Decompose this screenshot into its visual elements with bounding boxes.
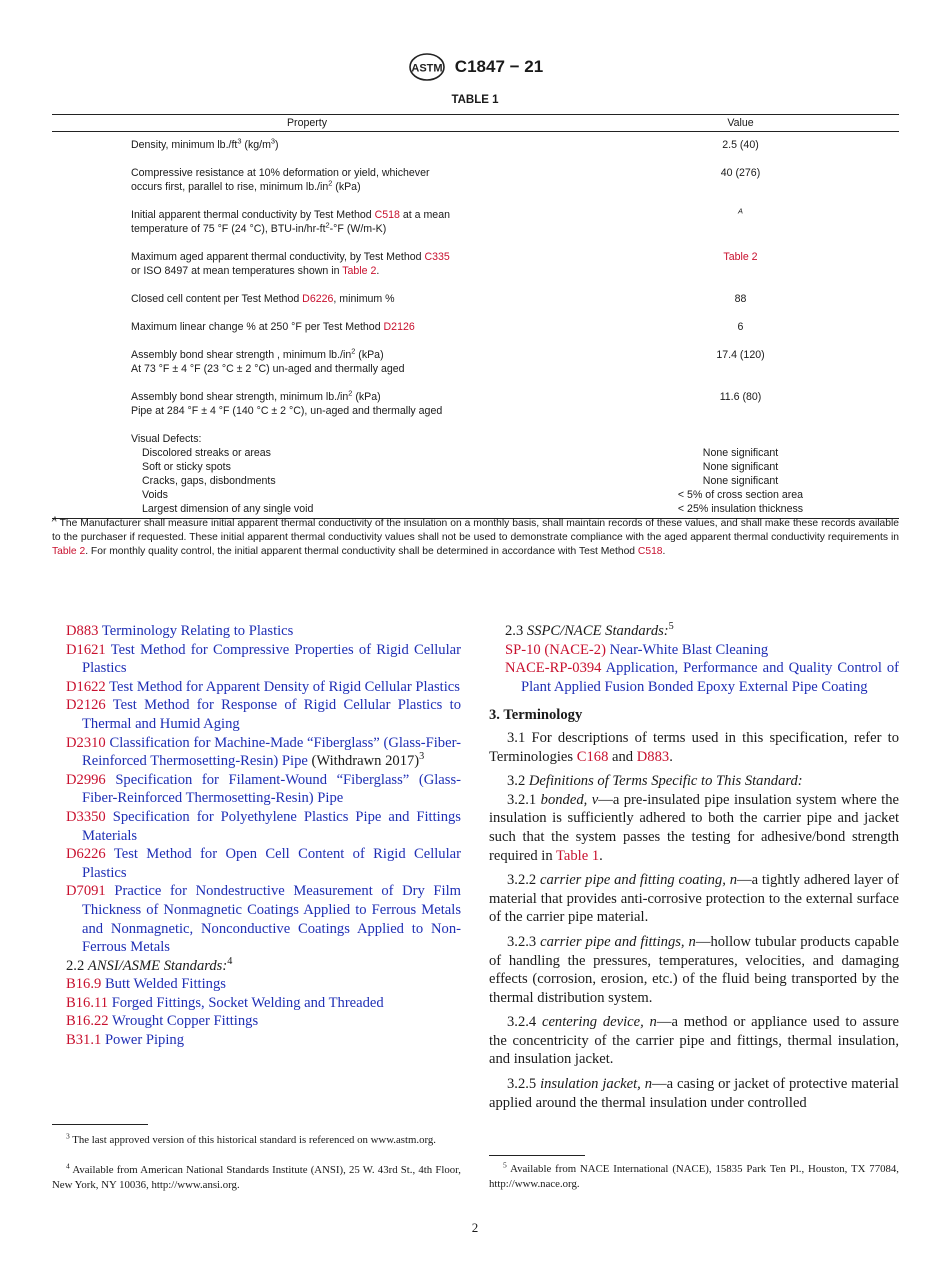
link-table-2[interactable]: Table 2 <box>342 265 377 277</box>
cell-value: 2.5 (40) <box>722 139 759 151</box>
reference-item: D2310 Classification for Machine-Made “Fiberglass” (Glass-Fiber-Reinforced Thermosetting-Resin) Pipe (Withdrawn 2017)$^3$ <box>66 734 461 770</box>
cell-value: 17.4 (120) <box>716 349 765 361</box>
link-table-2[interactable]: Table 2 <box>52 546 86 557</box>
ref-code-link[interactable]: B16.11 <box>66 994 109 1011</box>
ref-title-link[interactable]: Test Method for Apparent Density of Rigid Cellular Plastics <box>109 678 460 695</box>
table-row: Assembly bond shear strength, minimum $lb./in^2$ (kPa) Pipe at 284 °F ± 4 °F (140 °C ± 2 °C), un-aged and thermally aged 11.6 (80) <box>52 390 899 418</box>
ref-title-link[interactable]: Near-White Blast Cleaning <box>609 641 769 658</box>
ref-code-link[interactable]: D1621 <box>66 641 106 658</box>
ref-code-link[interactable]: D2996 <box>66 771 106 788</box>
table-row: Initial apparent thermal conductivity by Test Method C518 at a mean temperature of 75 °F (24 °C), BTU-$in/hr-ft^2-^\circ F$ (W/m-K) $^A$ <box>131 206 743 235</box>
reference-item <box>66 771 461 808</box>
table-row: Compressive resistance at 10% deformation or yield, whichever occurs first, parallel to rise, minimum $lb./in^2$ (kPa) 40 (276) <box>52 166 899 194</box>
standard-designation: C1847 − 21 <box>454 57 544 76</box>
column-header-value: Value <box>727 117 754 129</box>
link-c335[interactable]: C335 <box>424 251 450 263</box>
reference-item <box>66 882 461 956</box>
cell-value: 6 <box>737 321 744 333</box>
table-footnote: $^A$ The Manufacturer shall measure initial apparent thermal conductivity of the insulation on a monthly basis, shall maintain records of these values, and shall make these records available to the purchaser if requested. These initial apparent thermal conductivity values shall not be used to demonstrate compliance with the aged apparent thermal conductivity requirements in Table 2. For monthly quality control, the initial apparent thermal conductivity shall be determined in accordance with Test Method C518. <box>52 514 899 557</box>
cell-value: 11.6 (80) <box>719 391 762 403</box>
ref-title-link[interactable]: Butt Welded Fittings <box>104 976 226 993</box>
reference-item <box>66 1012 461 1031</box>
definition-3-2-1: 3.2.1 bonded, v—a pre-insulated pipe insulation system where the insulation is sufficiently adhered to both the carrier pipe and jacket such that the system passes the testing for adhesive/bond strength required in Table 1. <box>489 791 899 864</box>
ref-code-link[interactable]: NACE-RP-0394 <box>505 660 602 677</box>
ref-code-link[interactable]: D7091 <box>66 883 106 900</box>
paragraph-3-1: 3.1 For descriptions of terms used in this specification, refer to Terminologies C168 and D883. <box>489 729 899 765</box>
reference-item <box>66 1031 461 1050</box>
table-row: Density, minimum $lb./ft^3$ $(kg/m^3)$ 2.5 (40) <box>52 138 899 152</box>
ref-code-link[interactable]: D3350 <box>66 808 106 825</box>
link-d883[interactable]: D883 <box>636 748 670 765</box>
logo-text: ASTM <box>411 62 443 75</box>
property-table <box>52 114 899 519</box>
table-row: Closed cell content per Test Method D6226, minimum % 88 <box>52 292 899 306</box>
right-column <box>489 622 899 1118</box>
reference-item <box>66 975 461 994</box>
table-row: Maximum aged apparent thermal conductivity, by Test Method C335 or ISO 8497 at mean temperatures shown in Table 2. Table 2 <box>52 250 899 278</box>
definition-3-2-5: 3.2.5 insulation jacket, n—a casing or jacket of protective material applied around the thermal insulation under controlled <box>489 1076 899 1111</box>
ref-code-link[interactable]: D2310 <box>66 734 106 751</box>
ref-title-link[interactable]: Wrought Copper Fittings <box>111 1013 259 1030</box>
footnote-rule <box>52 1124 148 1125</box>
ref-title-link[interactable]: Specification for Polyethylene Plastics Pipe and Fittings Materials <box>82 808 461 844</box>
ref-code-link[interactable]: B16.22 <box>66 1013 109 1030</box>
table-header-row <box>52 115 899 132</box>
cell-value: 40 (276) <box>720 167 761 179</box>
astm-logo-icon <box>407 52 447 82</box>
ref-code-link[interactable]: D6226 <box>66 846 106 863</box>
column-header-property: Property <box>286 117 328 129</box>
link-c518[interactable]: C518 <box>637 546 663 557</box>
visual-defects-heading: Visual Defects: <box>131 433 202 445</box>
ref-title-link[interactable]: Test Method for Open Cell Content of Rigid Cellular Plastics <box>82 846 461 881</box>
definition-3-2-2: 3.2.2 carrier pipe and fitting coating, n—a tightly adhered layer of material that provides anti-corrosive protection to the external surface of the carrier pipe material. <box>489 872 899 926</box>
reference-item <box>66 622 461 641</box>
reference-item <box>66 845 461 882</box>
section-2-3-heading: 2.3 SSPC/NACE Standards:$^5$ <box>505 621 674 639</box>
ref-title-link[interactable]: Application, Performance and Quality Control of Plant Applied Fusion Bonded Epoxy External Pipe Coating <box>521 660 900 695</box>
ref-code-link[interactable]: D2126 <box>66 697 106 714</box>
ref-title-link[interactable]: Practice for Nondestructive Measurement of Dry Film Thickness of Nonmagnetic Coatings Applied to Ferrous Metals and Nonmagnetic, Nonconductive Coatings Applied to Non-Ferrous Metals <box>82 883 461 956</box>
left-column <box>66 622 461 1050</box>
definition-3-2-4: 3.2.4 centering device, n—a method or appliance used to assure the concentricity of the carrier pipe and fittings, thermal insulation, and insulation jacket. <box>489 1014 899 1068</box>
footnote-ref-a[interactable]: A <box>738 206 743 216</box>
reference-item <box>489 641 899 660</box>
ref-code-link[interactable]: D1622 <box>66 678 106 695</box>
ref-title-link[interactable]: Terminology Relating to Plastics <box>101 623 294 639</box>
link-d2126[interactable]: D2126 <box>383 321 415 333</box>
link-c168[interactable]: C168 <box>576 748 609 765</box>
reference-item <box>66 696 461 733</box>
reference-item <box>66 678 461 697</box>
paragraph-3-2: 3.2 Definitions of Terms Specific to This Standard: <box>507 773 803 790</box>
section-2-2-heading: 2.2 ANSI/ASME Standards:$^4$ <box>66 955 233 974</box>
ref-title-link[interactable]: Power Piping <box>104 1032 184 1049</box>
ref-code-link[interactable]: D883 <box>66 623 99 639</box>
ref-title-link[interactable]: Forged Fittings, Socket Welding and Threaded <box>111 994 384 1011</box>
ref-title-link[interactable]: Specification for Filament-Wound “Fiberglass” (Glass-Fiber-Reinforced Thermosetting-Resin) Pipe <box>82 771 461 807</box>
ref-title-link[interactable]: Classification for Machine-Made “Fiberglass” (Glass-Fiber-Reinforced Thermosetting-Resin) Pipe <box>82 734 461 770</box>
ref-code-link[interactable]: B16.9 <box>66 976 102 993</box>
footnote-5: $^5$ Available from NACE International (NACE), 15835 Park Ten Pl., Houston, TX 77084, http://www.nace.org. <box>489 1160 899 1190</box>
link-table-1[interactable]: Table 1 <box>556 847 600 864</box>
reference-item <box>66 994 461 1013</box>
table-title: TABLE 1 <box>451 94 499 106</box>
footnote-rule <box>489 1155 585 1156</box>
link-d6226[interactable]: D6226 <box>302 293 334 305</box>
table-row: Maximum linear change % at 250 °F per Test Method D2126 6 <box>52 320 899 334</box>
ref-title-link[interactable]: Test Method for Response of Rigid Cellular Plastics to Thermal and Humid Aging <box>82 697 461 732</box>
page-header <box>0 52 950 82</box>
ref-code-link[interactable]: B31.1 <box>66 1032 102 1049</box>
table-row-visual-defects: Visual Defects: Discolored streaks or areas Soft or sticky spots Cracks, gaps, disbondments Voids Largest dimension of any single void None significant None significant None significant < 5% of cross section area < 25% insulation thickness <box>131 433 804 515</box>
page-number: 2 <box>471 1220 479 1235</box>
reference-item <box>66 641 461 678</box>
footnote-3: $^3$ The last approved version of this historical standard is referenced on www.astm.org. <box>66 1131 436 1146</box>
link-table-2[interactable]: Table 2 <box>723 251 758 263</box>
definition-3-2-3: 3.2.3 carrier pipe and fittings, n—hollow tubular products capable of handling the pressures, temperatures, velocities, and damaging effects (corrosion, erosion, etc.) of the fluid being transported by the thermal distribution system. <box>489 933 900 1006</box>
reference-item <box>489 659 899 696</box>
ref-code-link[interactable]: SP-10 (NACE-2) <box>505 641 606 658</box>
section-3-heading: 3. Terminology <box>489 707 583 724</box>
cell-value: 88 <box>734 293 747 305</box>
table-row: Assembly bond shear strength , minimum $lb./in^2$ (kPa) At 73 °F ± 4 °F (23 °C ± 2 °C) un-aged and thermally aged 17.4 (120) <box>52 348 899 376</box>
ref-title-link[interactable]: Test Method for Compressive Properties of Rigid Cellular Plastics <box>82 641 461 677</box>
footnote-4: $^4$ Available from American National Standards Institute (ANSI), 25 W. 43rd St., 4th Floor, New York, NY 10036, http://www.ansi.org. <box>52 1161 461 1191</box>
reference-item <box>66 808 461 845</box>
link-c518[interactable]: C518 <box>374 209 400 221</box>
